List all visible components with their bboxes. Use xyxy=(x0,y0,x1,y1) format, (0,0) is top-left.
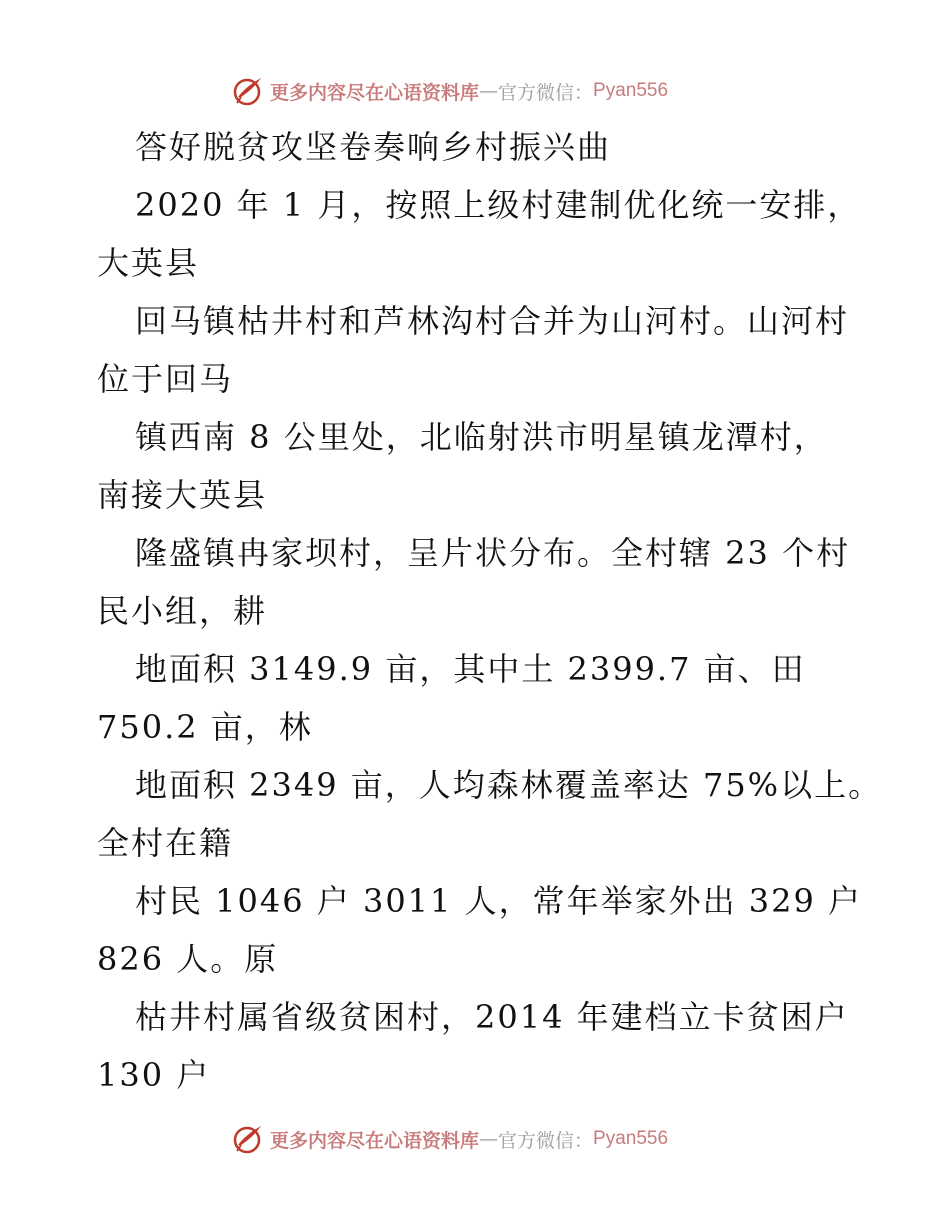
quill-logo-icon xyxy=(232,1123,264,1155)
banner-separator: — xyxy=(479,1128,499,1150)
banner-brand-text: 更多内容尽在心语资料库 xyxy=(270,81,480,104)
banner-brand-text: 更多内容尽在心语资料库 xyxy=(270,1129,480,1152)
paragraph-line: 隆盛镇冉家坝村，呈片状分布。全村辖 23 个村 xyxy=(135,534,851,572)
paragraph-line: 826 人。原 xyxy=(97,940,279,978)
paragraph-line: 村民 1046 户 3011 人，常年举家外出 329 户 xyxy=(135,882,862,920)
quill-logo-icon xyxy=(232,75,264,107)
paragraph-line: 南接大英县 xyxy=(97,476,268,514)
banner-wechat-label: 官方微信： xyxy=(498,81,594,104)
paragraph-line: 大英县 xyxy=(97,244,200,282)
paragraph-line: 地面积 2349 亩，人均森林覆盖率达 75%以上。 xyxy=(135,766,883,804)
paragraph-line: 民小组，耕 xyxy=(97,592,268,630)
paragraph-line: 位于回马 xyxy=(97,360,234,398)
paragraph-line: 全村在籍 xyxy=(97,824,234,862)
banner-wechat-id: Pyan556 xyxy=(593,1128,669,1149)
document-title: 答好脱贫攻坚卷奏响乡村振兴曲 xyxy=(135,128,612,166)
paragraph-line: 回马镇枯井村和芦林沟村合并为山河村。山河村 xyxy=(135,302,850,340)
document-body xyxy=(97,118,883,1104)
banner-wechat-label: 官方微信： xyxy=(498,1129,594,1152)
footer-banner xyxy=(232,1122,668,1156)
paragraph-line: 枯井村属省级贫困村，2014 年建档立卡贫困户 xyxy=(135,998,849,1036)
header-banner xyxy=(232,74,668,108)
banner-separator: — xyxy=(479,80,499,102)
paragraph-line: 130 户 xyxy=(97,1056,211,1094)
paragraph-line: 地面积 3149.9 亩，其中土 2399.7 亩、田 xyxy=(135,650,806,688)
paragraph-line: 2020 年 1 月，按照上级村建制优化统一安排， xyxy=(135,186,862,224)
paragraph-line: 750.2 亩，林 xyxy=(97,708,313,746)
banner-wechat-id: Pyan556 xyxy=(593,80,669,101)
paragraph-line: 镇西南 8 公里处，北临射洪市明星镇龙潭村， xyxy=(135,418,828,456)
